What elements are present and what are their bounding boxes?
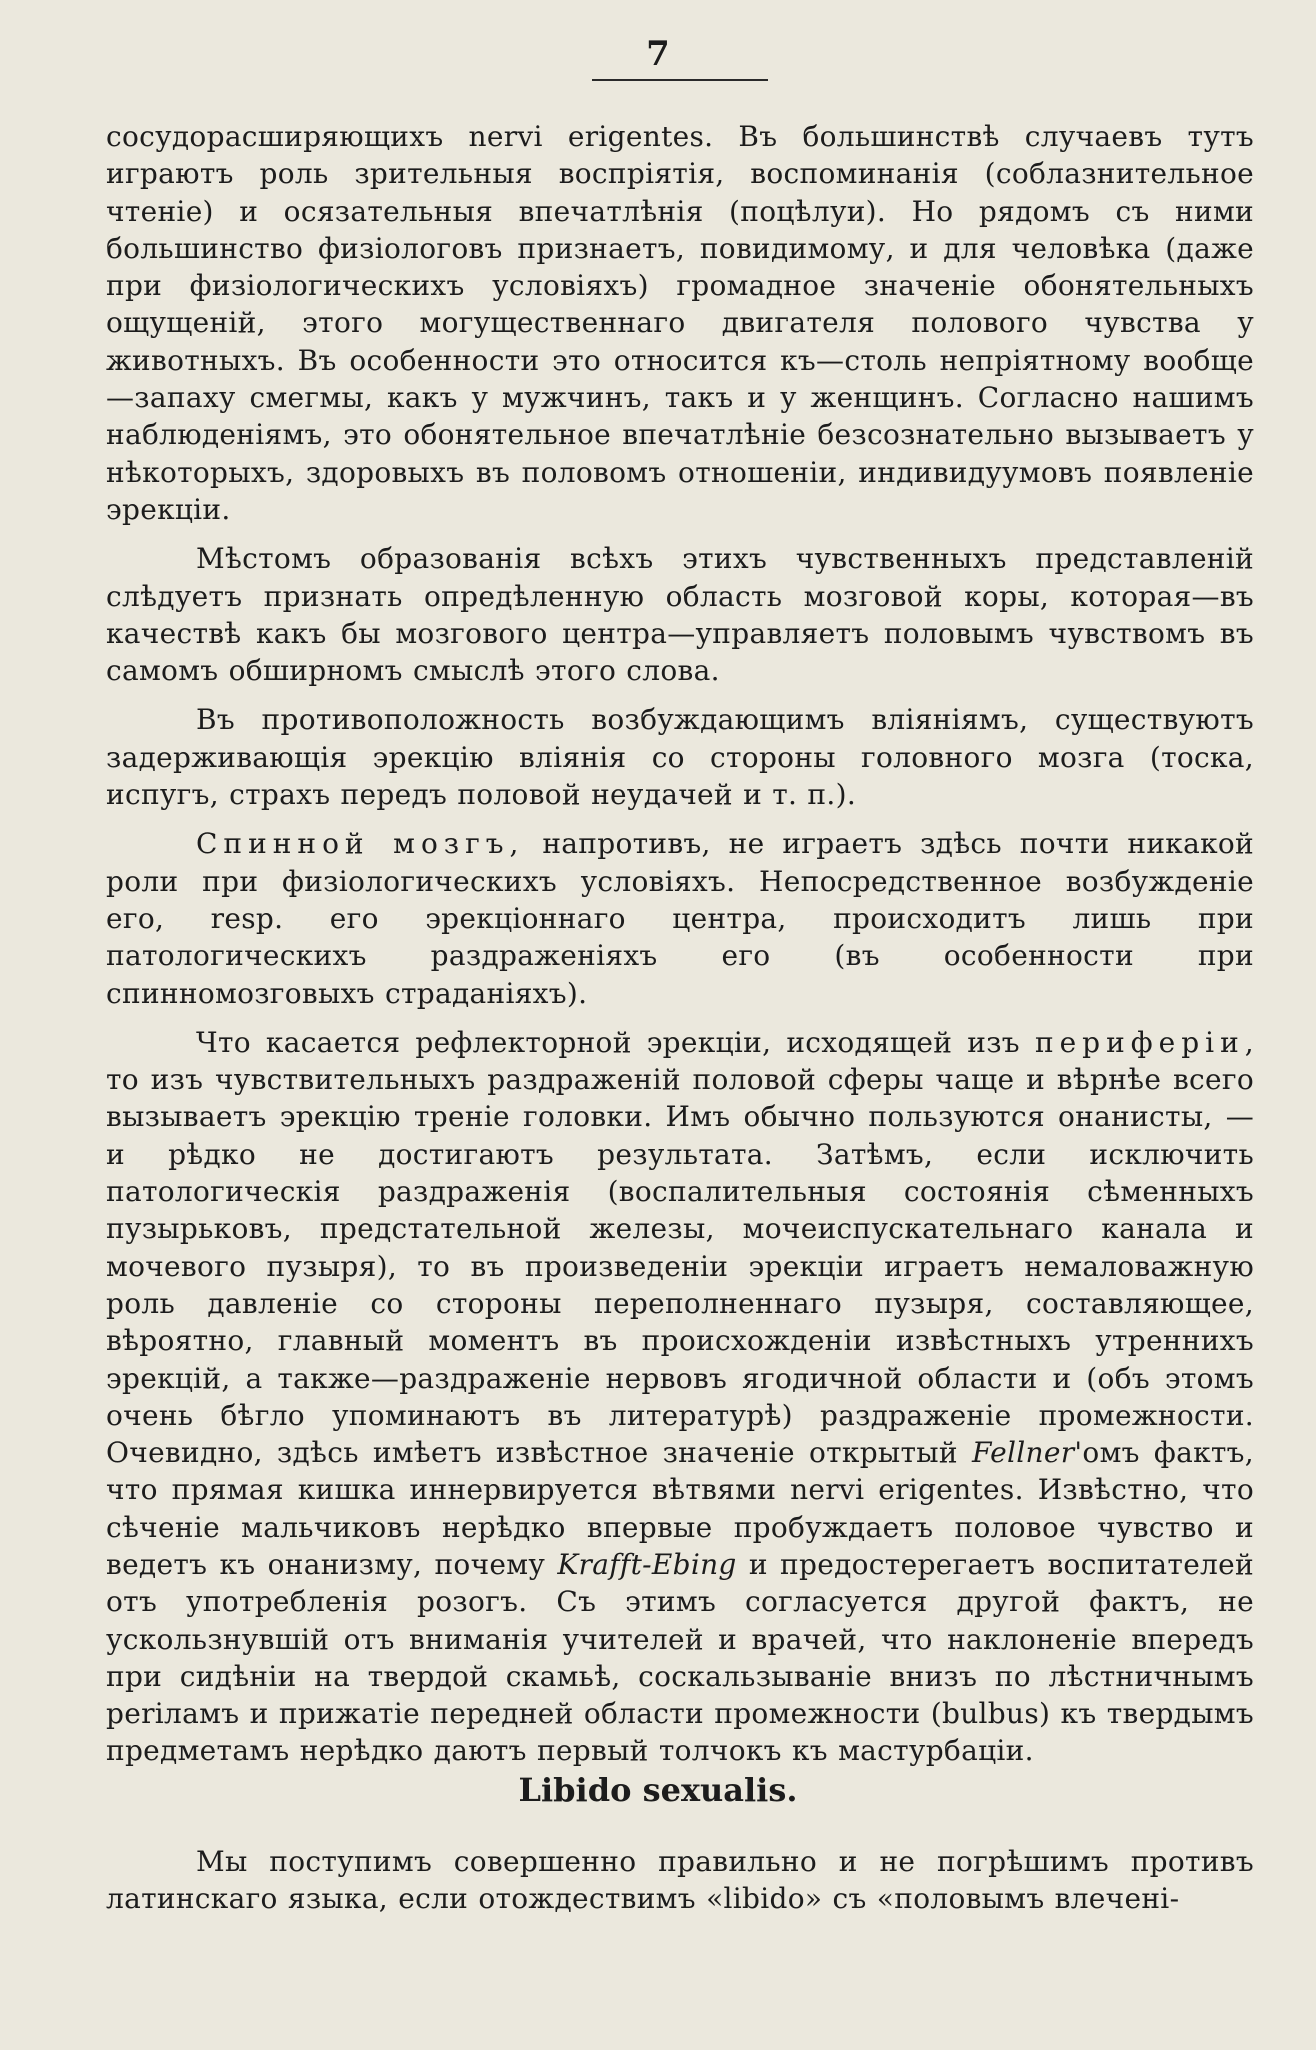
paragraph-5-part-2: , то изъ чувствительныхъ раздраженій половой сферы чаще и вѣрнѣе всего вызываетъ эрекцію треніе головки. Имъ обычно пользуются онанисты, — и рѣдко не достигаютъ результата. Затѣмъ, если исключить патологическія раздраженія (воспалительныя состоянія сѣменныхъ пузырьковъ, предстательной железы, мочеиспускательнаго канала и мочевого пузыря), то въ произведеніи эрекціи играетъ немаловажную роль давленіе со стороны переполненнаго пузыря, составляющее, вѣроятно, главный моментъ въ происхожденіи извѣстныхъ утреннихъ эрекцій, а также—раздраженіе нервовъ ягодичной области и (объ этомъ очень бѣгло упоминаютъ въ литературѣ) раздраженіе промежности. Очевидно, здѣсь имѣетъ извѣстное значеніе открытый [106,1025,1254,1470]
paragraph-5-part-1: Что касается рефлекторной эрекціи, исходящей изъ [196,1025,1035,1059]
author-name: Fellner [971,1436,1075,1470]
paragraph-4-text: напротивъ, не играетъ здѣсь почти никакой роли при физіологическихъ условіяхъ. Непосредственное возбужденіе его, resp. его эрекціоннаго центра, происходитъ лишь при патологическихъ раздраженіяхъ его (въ особенности при спинномозговыхъ страданіяхъ). [106,827,1254,1010]
paragraph-4 [106,825,1254,1011]
paragraph-5 [106,1024,1254,1770]
paragraph-1: сосудорасширяющихъ nervi erigentes. Въ большинствѣ случаевъ тутъ играютъ роль зрительныя воспріятія, воспоминанія (соблазнительное чтеніе) и осязательныя впечатлѣнія (поцѣлуи). Но рядомъ съ ними большинство физіологовъ признаетъ, повидимому, и для человѣка (даже при физіологическихъ условіяхъ) громадное значеніе обонятельныхъ ощущеній, этого могущественнаго двигателя полового чувства у животныхъ. Въ особенности это относится къ—столь непріятному вообще—запаху смегмы, какъ у мужчинъ, такъ и у женщинъ. Согласно нашимъ наблюденіямъ, это обонятельное впечатлѣніе безсознательно вызываетъ у нѣкоторыхъ, здоровыхъ въ половомъ отношеніи, индивидуумовъ появленіе эрекціи. [106,120,1254,526]
closing-text [106,1843,1254,1918]
header-rule [592,79,768,81]
paragraph-2: Мѣстомъ образованія всѣхъ этихъ чувственныхъ представленій слѣдуетъ признать опредѣленную область мозговой коры, которая—въ качествѣ какъ бы мозгового центра—управляетъ половымъ чувствомъ въ самомъ обширномъ смыслѣ этого слова. [106,542,1254,688]
paragraph-3: Въ противоположность возбуждающимъ вліяніямъ, существуютъ задерживающія эрекцію вліянія со стороны головного мозга (тоска, испугъ, страхъ передъ половой неудачей и т. п.). [106,703,1254,812]
author-name: Krafft-Ebing [557,1547,737,1581]
spaced-term: Спинной мозгъ, [196,827,525,861]
page-number: 7 [646,34,670,74]
spaced-term: периферіи [1034,1025,1245,1059]
section-title: Libido sexualis. [518,1771,798,1809]
closing-paragraph: Мы поступимъ совершенно правильно и не погрѣшимъ противъ латинскаго языка, если отождествимъ «libido» съ «половымъ влечені- [106,1845,1254,1916]
paragraph-5-part-4: и предостерегаетъ воспитателей отъ употребленія розогъ. Съ этимъ согласуется другой фактъ, не ускользнувшій отъ вниманія учителей и врачей, что наклоненіе впередъ при сидѣніи на твердой скамьѣ, соскальзываніе внизъ по лѣстничнымъ periламъ и прижатіе передней области промежности (bulbus) къ твердымъ предметамъ нерѣдко даютъ первый толчокъ къ мастурбаціи. [106,1547,1254,1768]
paragraph-5-part-3: 'омъ фактъ, что прямая кишка иннервируется вѣтвями nervi erigentes. Извѣстно, что сѣченіе мальчиковъ нерѣдко впервые пробуждаетъ половое чувство и ведетъ къ онанизму, почему [106,1436,1254,1581]
body-text [106,118,1254,1782]
